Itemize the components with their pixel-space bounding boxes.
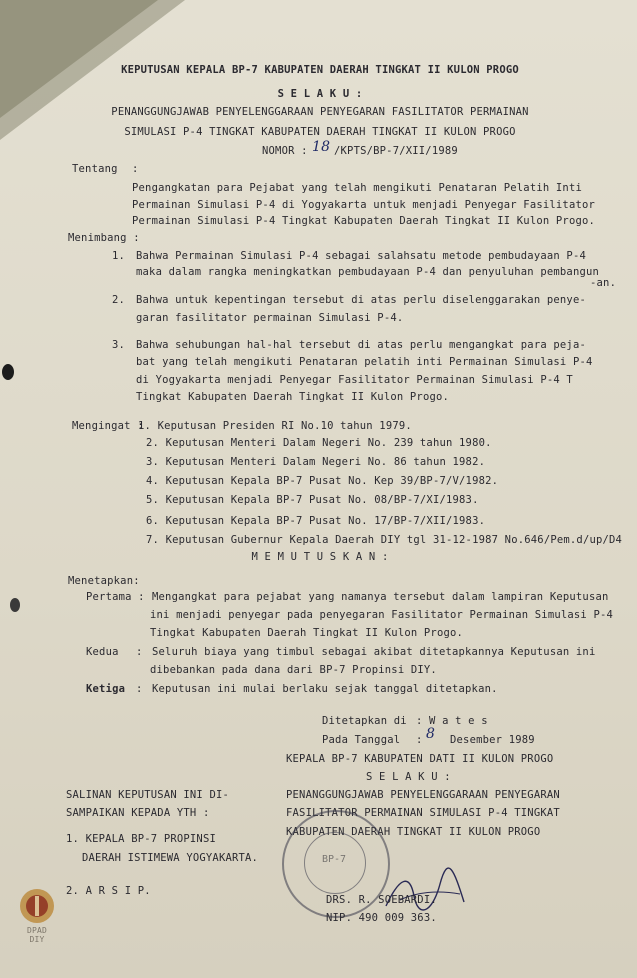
salinan-line-2: SAMPAIKAN KEPADA YTH : xyxy=(66,807,210,819)
kedua-label: Kedua xyxy=(86,646,119,658)
sign-line-4: FASILITATOR PERMAINAN SIMULASI P-4 TINGKAT xyxy=(286,807,560,819)
signer-nip: NIP. 490 009 363. xyxy=(326,912,437,924)
ketiga-line: Keputusan ini mulai berlaku sejak tanggal ditetapkan. xyxy=(152,683,498,695)
salinan-item: 2. A R S I P. xyxy=(66,885,151,897)
archive-logo xyxy=(15,886,59,946)
pertama-line: Tingkat Kabupaten Daerah Tingkat II Kulon Progo. xyxy=(150,627,464,639)
nomor-rest: /KPTS/BP-7/XII/1989 xyxy=(334,145,458,157)
ketiga-colon: : xyxy=(136,683,143,695)
sign-line-3: PENANGGUNGJAWAB PENYELENGGARAAN PENYEGARAN xyxy=(286,789,560,801)
menimbang-line: maka dalam rangka meningkatkan pembudayaan P-4 dan penyuluhan pembangun xyxy=(136,266,600,278)
menimbang-line: Bahwa Permainan Simulasi P-4 sebagai salahsatu metode pembudayaan P-4 xyxy=(136,250,586,262)
mengingat-item: 6. Keputusan Kepala BP-7 Pusat No. 17/BP-7/XII/1983. xyxy=(146,515,486,527)
pertama-line: ini menjadi penyegar pada penyegaran Fasilitator Permainan Simulasi P-4 xyxy=(150,609,614,621)
title-line-4: SIMULASI P-4 TINGKAT KABUPATEN DAERAH TINGKAT II KULON PROGO xyxy=(124,126,516,138)
mengingat-item: 1. Keputusan Presiden RI No.10 tahun 1979. xyxy=(138,420,412,432)
mengingat-item: 2. Keputusan Menteri Dalam Negeri No. 239 tahun 1980. xyxy=(146,437,492,449)
salinan-item: 1. KEPALA BP-7 PROPINSI xyxy=(66,833,216,845)
nomor-label: NOMOR : xyxy=(262,145,308,157)
title-line-2: S E L A K U : xyxy=(277,88,363,100)
tanggal-rest: Desember 1989 xyxy=(450,734,535,746)
salinan-line-1: SALINAN KEPUTUSAN INI DI- xyxy=(66,789,230,801)
kedua-colon: : xyxy=(136,646,143,658)
menimbang-line: di Yogyakarta menjadi Penyegar Fasilitator Permainan Simulasi P-4 T xyxy=(136,374,573,386)
memutuskan-heading: M E M U T U S K A N : xyxy=(251,551,389,563)
ditetapkan-di-value: : W a t e s xyxy=(416,715,488,727)
menimbang-line: -an. xyxy=(590,277,617,289)
kedua-line: Seluruh biaya yang timbul sebagai akibat ditetapkannya Keputusan ini xyxy=(152,646,596,658)
ketiga-label: Ketiga xyxy=(86,683,126,695)
sign-line-5: KABUPATEN DAERAH TINGKAT II KULON PROGO xyxy=(286,826,541,838)
tentang-label: Tentang xyxy=(72,163,118,175)
tanggal-colon: : xyxy=(416,734,423,746)
watermark-line-2: DIY xyxy=(29,935,45,944)
stamp-text: BP-7 xyxy=(321,854,347,865)
archive-emblem-icon xyxy=(15,886,59,926)
nomor-handwritten: 18 xyxy=(312,139,331,155)
menimbang-label: Menimbang : xyxy=(68,232,140,244)
mengingat-item: 4. Keputusan Kepala BP-7 Pusat No. Kep 39/BP-7/V/1982. xyxy=(146,475,499,487)
punch-hole xyxy=(2,364,14,380)
kedua-line: dibebankan pada dana dari BP-7 Propinsi DIY. xyxy=(150,664,437,676)
menetapkan-label: Menetapkan: xyxy=(68,575,140,587)
ditetapkan-di-label: Ditetapkan di xyxy=(322,715,407,727)
signature-scribble xyxy=(380,866,470,918)
signer-name: DRS. R. SOEBARDI. xyxy=(326,894,437,906)
menimbang-num: 1. xyxy=(112,250,126,262)
mengingat-item: 3. Keputusan Menteri Dalam Negeri No. 86 tahun 1982. xyxy=(146,456,486,468)
mengingat-label: Mengingat : xyxy=(72,420,144,432)
mengingat-item: 7. Keputusan Gubernur Kepala Daerah DIY tgl 31-12-1987 No.646/Pem.d/up/D4 xyxy=(146,534,623,546)
sign-line-1: KEPALA BP-7 KABUPATEN DATI II KULON PROGO xyxy=(286,753,554,765)
menimbang-line: Bahwa sehubungan hal-hal tersebut di atas perlu mengangkat para peja- xyxy=(136,339,586,351)
pertama-line: Mengangkat para pejabat yang namanya tersebut dalam lampiran Keputusan xyxy=(152,591,609,603)
menimbang-line: Bahwa untuk kepentingan tersebut di atas perlu diselenggarakan penye- xyxy=(136,294,586,306)
watermark-line-1: DPAD xyxy=(26,926,48,935)
punch-hole xyxy=(10,598,20,612)
title-line-3: PENANGGUNGJAWAB PENYELENGGARAAN PENYEGARAN FASILITATOR PERMAINAN xyxy=(111,106,529,118)
title-line-1: KEPUTUSAN KEPALA BP-7 KABUPATEN DAERAH TINGKAT II KULON PROGO xyxy=(121,64,519,76)
tentang-colon: : xyxy=(132,163,139,175)
salinan-item: DAERAH ISTIMEWA YOGYAKARTA. xyxy=(82,852,259,864)
menimbang-line: garan fasilitator permainan Simulasi P-4. xyxy=(136,312,404,324)
tentang-line: Permainan Simulasi P-4 Tingkat Kabupaten Daerah Tingkat II Kulon Progo. xyxy=(132,215,596,227)
sign-line-2: S E L A K U : xyxy=(366,771,451,783)
menimbang-num: 3. xyxy=(112,339,126,351)
menimbang-num: 2. xyxy=(112,294,126,306)
tanggal-handwritten: 8 xyxy=(426,726,436,742)
tentang-line: Pengangkatan para Pejabat yang telah mengikuti Penataran Pelatih Inti xyxy=(132,182,582,194)
menimbang-line: Tingkat Kabupaten Daerah Tingkat II Kulon Progo. xyxy=(136,391,450,403)
tentang-line: Permainan Simulasi P-4 di Yogyakarta untuk menjadi Penyegar Fasilitator xyxy=(132,199,596,211)
tanggal-label: Pada Tanggal xyxy=(322,734,401,746)
mengingat-item: 5. Keputusan Kepala BP-7 Pusat No. 08/BP-7/XI/1983. xyxy=(146,494,479,506)
menimbang-line: bat yang telah mengikuti Penataran pelatih inti Permainan Simulasi P-4 xyxy=(136,356,593,368)
pertama-label: Pertama : xyxy=(86,591,145,603)
